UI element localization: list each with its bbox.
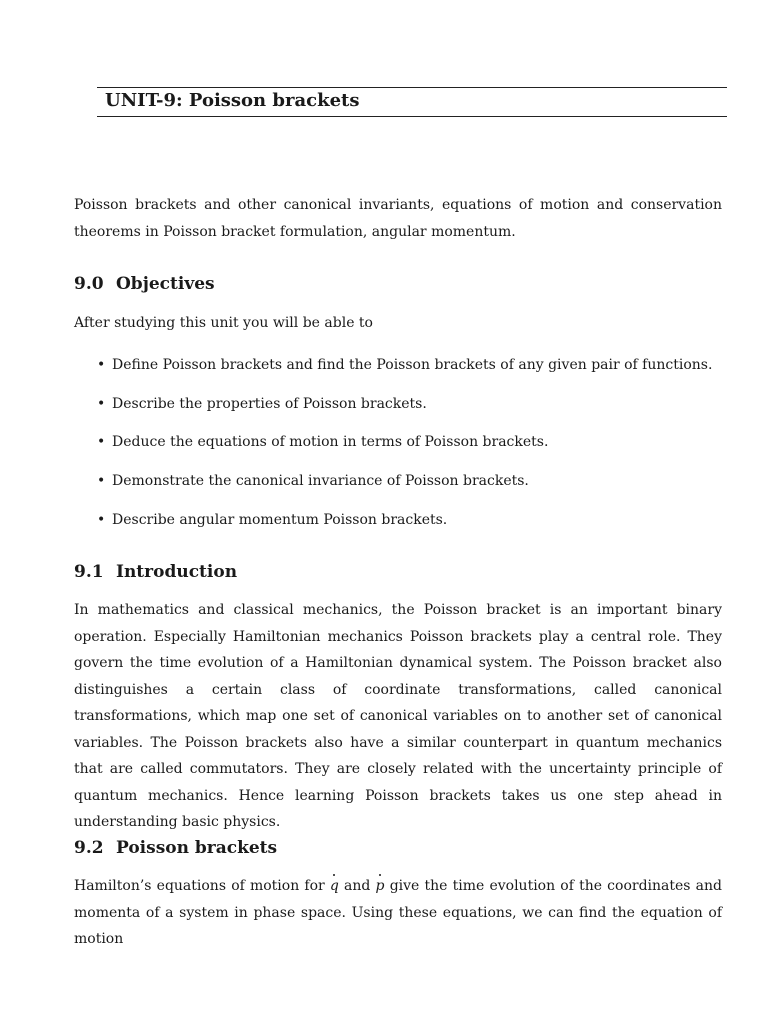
objectives-lead: After studying this unit you will be able to: [74, 315, 373, 331]
section-number: 9.2: [74, 838, 104, 858]
poisson-text-and: and: [338, 878, 376, 894]
intro-paragraph: Poisson brackets and other canonical invariants, equations of motion and conservation theorems in Poisson bracket formulation, angular momentum.: [74, 197, 722, 240]
list-item: [97, 510, 717, 549]
poisson-paragraph: [74, 873, 722, 953]
list-item: [97, 394, 717, 433]
section-heading-poisson-brackets: [74, 838, 277, 858]
objective-text: Describe angular momentum Poisson brackets.: [112, 511, 448, 528]
unit-header: [97, 87, 727, 117]
objective-text: Define Poisson brackets and find the Poisson brackets of any given pair of functions.: [112, 357, 713, 373]
section-title: Poisson brackets: [116, 838, 278, 858]
bullet-icon: •: [97, 434, 106, 451]
objective-text: Demonstrate the canonical invariance of Poisson brackets.: [112, 473, 529, 490]
list-item: [97, 355, 717, 394]
bullet-icon: •: [97, 357, 106, 373]
section-heading-introduction: [74, 562, 237, 582]
bullet-icon: •: [97, 511, 106, 528]
introduction-paragraph: In mathematics and classical mechanics, the Poisson bracket is an important binary operation. Especially Hamiltonian mechanics Poisson brackets play a central role. They govern the time evolution of a Hamiltonian dynamical system. The Poisson bracket also distinguishes a certain class of coordinate transformations, called canonical transformations, which map one set of canonical variables on to another set of canonical variables. The Poisson brackets also have a similar counterpart in quantum mechanics that are called commutators. They are closely related with the uncertainty principle of quantum mechanics. Hence learning Poisson brackets takes us one step ahead in understanding basic physics.: [74, 602, 722, 830]
poisson-text-part1: Hamilton’s equations of motion for: [74, 878, 330, 894]
poisson-text-part2: give the time evolution of the coordinates and momenta of a system in phase space. Using these equations, we can find the equation of motion: [74, 878, 722, 947]
objective-text: Describe the properties of Poisson brackets.: [112, 395, 427, 412]
q-dot-symbol: q: [330, 873, 339, 900]
list-item: [97, 471, 717, 510]
section-number: 9.1: [74, 562, 104, 582]
bullet-icon: •: [97, 473, 106, 490]
unit-title: UNIT-9: Poisson brackets: [105, 90, 360, 111]
list-item: [97, 432, 717, 471]
bullet-icon: •: [97, 395, 106, 412]
section-number: 9.0: [74, 274, 104, 294]
section-title: Introduction: [116, 562, 238, 582]
section-heading-objectives: [74, 274, 215, 294]
objective-text: Deduce the equations of motion in terms of Poisson brackets.: [112, 434, 549, 451]
section-title: Objectives: [116, 274, 215, 294]
p-dot-symbol: p: [376, 873, 385, 900]
objectives-list: [97, 355, 717, 548]
